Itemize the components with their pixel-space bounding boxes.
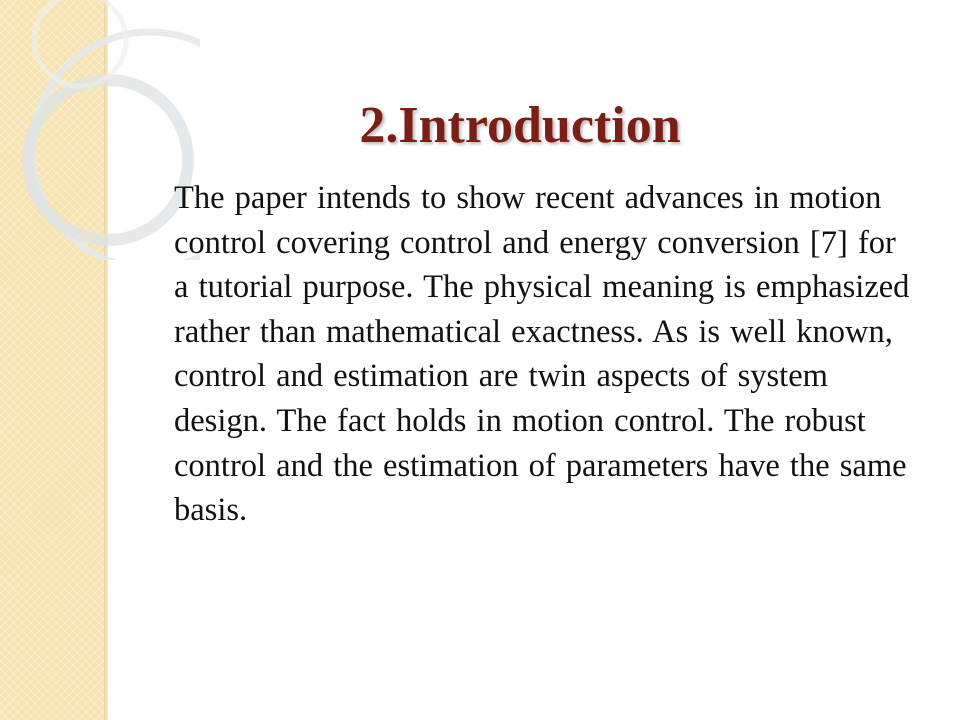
slide-title: 2.Introduction [359, 96, 681, 154]
inner-ring [28, 80, 188, 240]
small-ring [34, 0, 126, 86]
body-paragraph: The paper intends to show recent advances in motion control covering control and energy conversion [7] for a tutorial purpose. The physical meaning is emphasized rather than mathematical exactness. As is well known, control and estimation are twin aspects of system design. The fact holds in motion control. The robust control and the estimation of parameters have the same basis. [174, 180, 910, 529]
decorative-rings [0, 0, 200, 260]
